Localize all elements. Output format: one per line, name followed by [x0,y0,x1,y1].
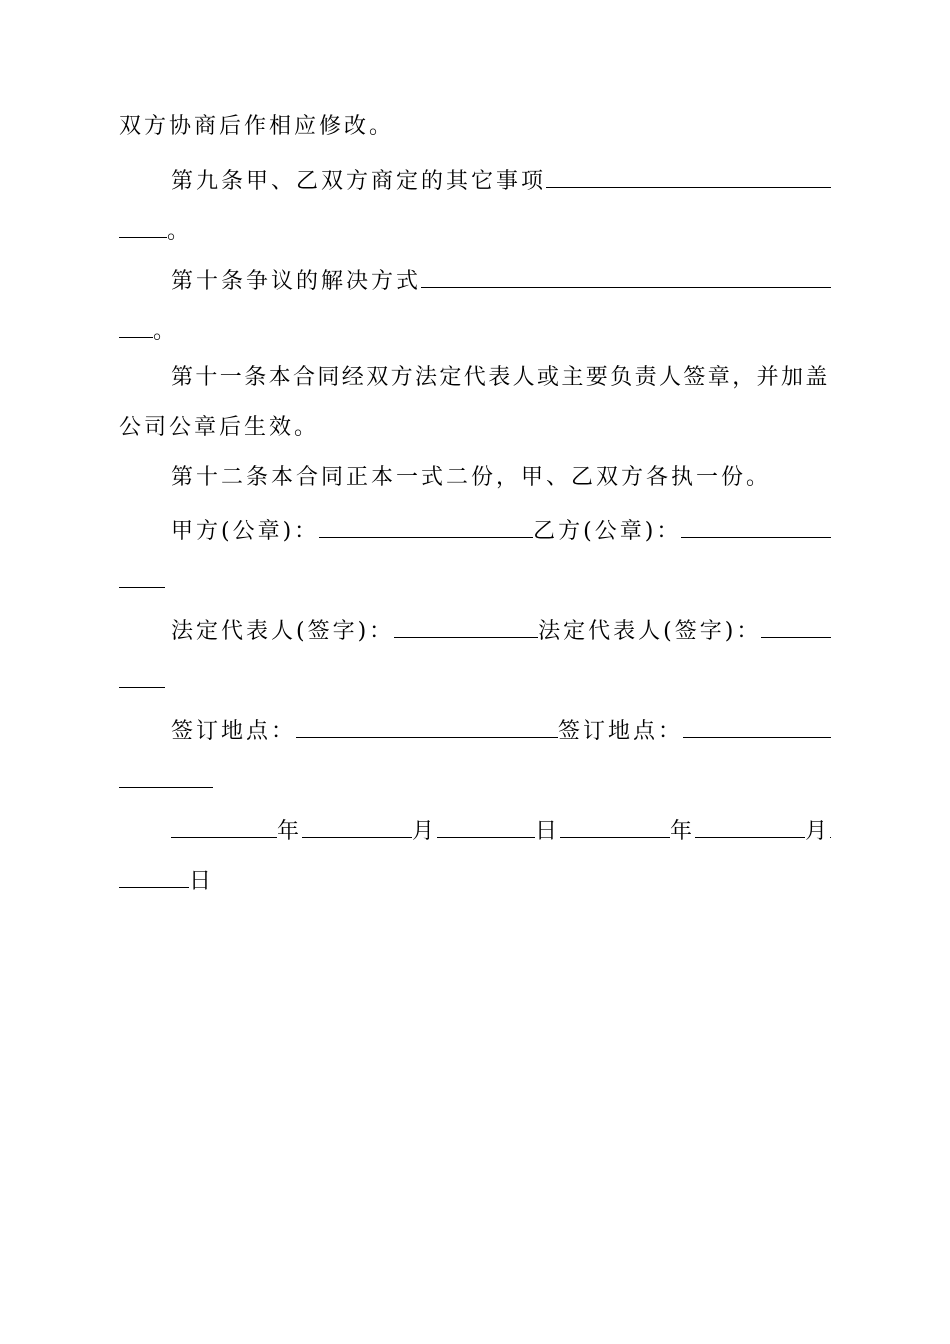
paragraph-text: 双方协商后作相应修改。 [119,114,395,139]
date-b-day-blank-cont[interactable] [119,861,189,888]
date-a-day-label: 日 [535,819,561,844]
legal-rep-b-blank[interactable] [761,611,831,638]
sign-place-line [171,711,831,745]
date-a-year-label: 年 [277,819,303,844]
party-a-seal-blank[interactable] [319,511,533,538]
article-10-line1 [171,261,831,295]
sign-place-a-blank[interactable] [296,711,558,738]
legal-rep-b-blank-cont[interactable] [119,661,165,688]
sign-place-b-blank[interactable] [683,711,831,738]
article-12-text: 第十二条本合同正本一式二份，甲、乙双方各执一份。 [171,465,772,490]
article-9-blank-cont[interactable] [119,211,167,238]
party-b-seal-label: 乙方(公章)： [533,519,682,544]
legal-rep-line2 [119,661,831,695]
date-line2 [119,861,831,895]
article-10-blank-cont[interactable] [119,311,153,338]
sign-place-a-label: 签订地点： [171,719,297,744]
party-seal-line2 [119,561,831,595]
paragraph-modification [119,110,831,144]
legal-rep-line [171,611,831,645]
article-9-line2 [119,211,831,245]
legal-rep-a-blank[interactable] [394,611,538,638]
date-b-day-label: 日 [189,869,215,894]
article-9-blank[interactable] [546,161,831,188]
article-11-line2 [119,411,831,445]
article-11-line1 [171,361,831,395]
date-line [171,811,831,845]
article-11-text: 第十一条本合同经双方法定代表人或主要负责人签章，并加盖 [171,365,830,390]
date-a-month-label: 月 [412,819,438,844]
article-9-end: 。 [167,219,193,244]
party-seal-line [171,511,831,545]
date-a-month-blank[interactable] [302,811,412,838]
party-a-seal-label: 甲方(公章)： [171,519,320,544]
article-12 [171,461,831,495]
date-b-day-blank[interactable] [830,811,831,838]
date-b-month-blank[interactable] [695,811,805,838]
article-10-blank[interactable] [421,261,831,288]
legal-rep-a-label: 法定代表人(签字)： [171,619,395,644]
party-b-seal-blank-cont[interactable] [119,561,165,588]
article-10-end: 。 [153,319,179,344]
date-b-month-label: 月 [805,819,831,844]
article-10-line2 [119,311,831,345]
party-b-seal-blank[interactable] [681,511,831,538]
date-b-year-label: 年 [670,819,696,844]
sign-place-line2 [119,761,831,795]
article-10-label: 第十条争议的解决方式 [171,269,422,294]
article-9-line1 [171,161,831,195]
date-b-year-blank[interactable] [560,811,670,838]
date-a-day-blank[interactable] [437,811,535,838]
sign-place-b-blank-cont[interactable] [119,761,213,788]
date-a-year-blank[interactable] [171,811,277,838]
legal-rep-b-label: 法定代表人(签字)： [538,619,762,644]
article-9-label: 第九条甲、乙双方商定的其它事项 [171,169,547,194]
sign-place-b-label: 签订地点： [558,719,684,744]
article-11-text-cont: 公司公章后生效。 [119,415,320,440]
